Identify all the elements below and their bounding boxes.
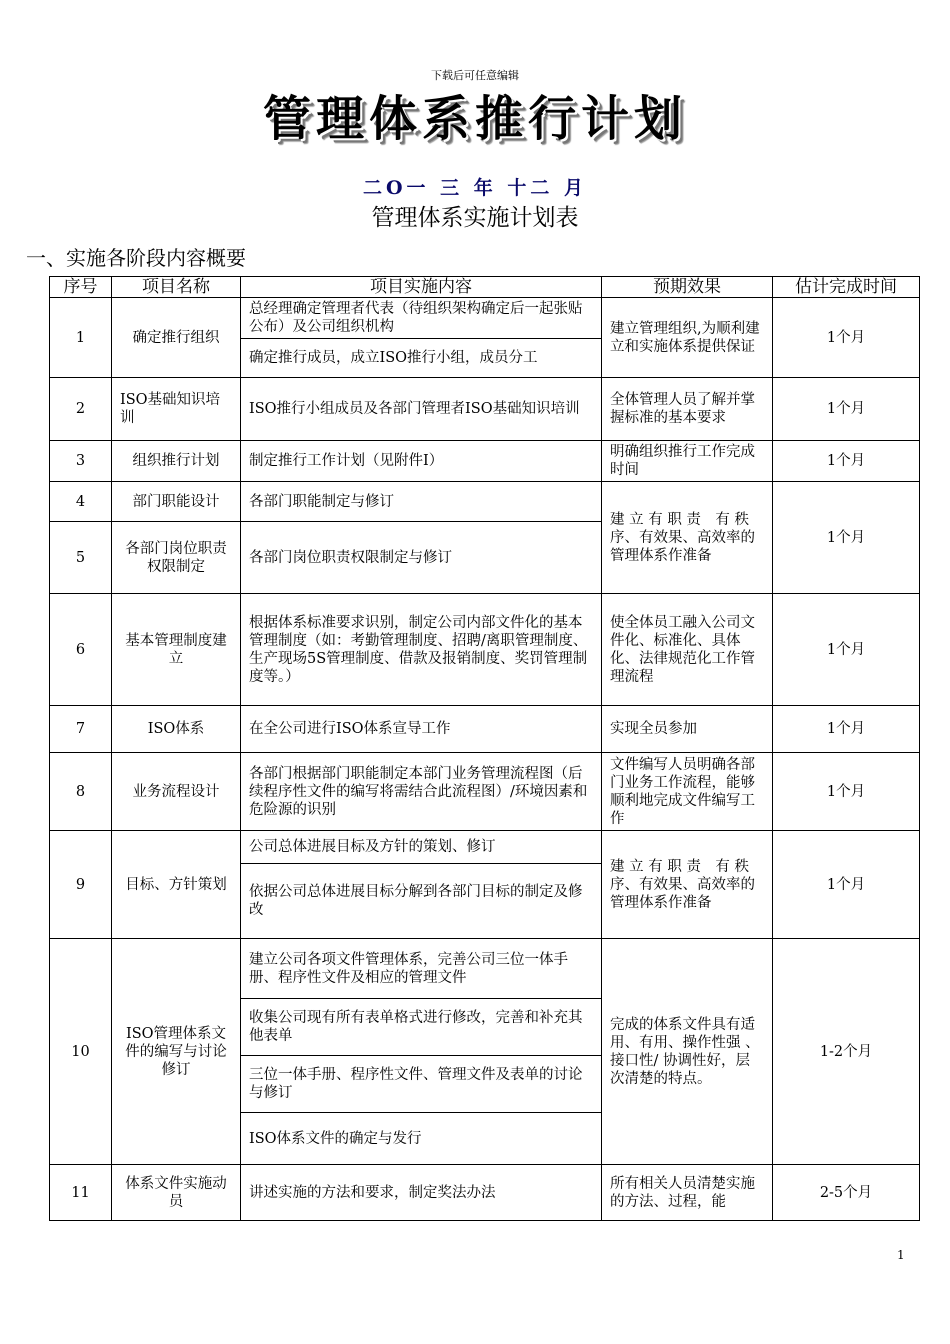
row-number: 10 xyxy=(50,939,112,1165)
column-header: 估计完成时间 xyxy=(773,277,920,298)
expected-effect: 实现全员参加 xyxy=(602,706,773,753)
item-name: 组织推行计划 xyxy=(112,441,241,482)
item-name: 确定推行组织 xyxy=(112,298,241,378)
row-number: 5 xyxy=(50,522,112,594)
estimated-time: 1个月 xyxy=(773,298,920,378)
expected-effect: 建 立 有 职 责 有 秩序、有效果、高效率的管理体系作准备 xyxy=(602,482,773,594)
column-header: 项目实施内容 xyxy=(241,277,602,298)
item-content: 制定推行工作计划（见附件Ⅰ） xyxy=(241,441,602,482)
expected-effect: 建立管理组织,为顺利建立和实施体系提供保证 xyxy=(602,298,773,378)
table-row xyxy=(50,594,920,706)
estimated-time: 1个月 xyxy=(773,378,920,441)
estimated-time: 1个月 xyxy=(773,594,920,706)
table-row xyxy=(50,831,920,864)
estimated-time: 1-2个月 xyxy=(773,939,920,1165)
item-name: 基本管理制度建立 xyxy=(112,594,241,706)
table-header-row xyxy=(50,277,920,298)
estimated-time: 1个月 xyxy=(773,482,920,594)
table-row xyxy=(50,378,920,441)
item-content: 建立公司各项文件管理体系，完善公司三位一体手册、程序性文件及相应的管理文件 xyxy=(241,939,602,999)
item-content: ISO体系文件的确定与发行 xyxy=(241,1113,602,1165)
item-name: 体系文件实施动员 xyxy=(112,1165,241,1221)
row-number: 2 xyxy=(50,378,112,441)
table-row xyxy=(50,441,920,482)
table-row xyxy=(50,753,920,831)
item-name: 业务流程设计 xyxy=(112,753,241,831)
column-header: 项目名称 xyxy=(112,277,241,298)
item-content: 讲述实施的方法和要求，制定奖法办法 xyxy=(241,1165,602,1221)
item-content: 根据体系标准要求识别，制定公司内部文件化的基本管理制度（如：考勤管理制度、招聘/离职管理制度、生产现场5S管理制度、借款及报销制度、奖罚管理制度等。） xyxy=(241,594,602,706)
download-note: 下载后可任意编辑 xyxy=(431,69,519,82)
item-name: ISO管理体系文件的编写与讨论修订 xyxy=(112,939,241,1165)
expected-effect: 完成的体系文件具有适用、有用、操作性强 、接口性/ 协调性好，层次清楚的特点。 xyxy=(602,939,773,1165)
row-number: 8 xyxy=(50,753,112,831)
item-content: 各部门岗位职责权限制定与修订 xyxy=(241,522,602,594)
row-number: 1 xyxy=(50,298,112,378)
expected-effect: 使全体员工融入公司文件化、标准化、具体化、法律规范化工作管理流程 xyxy=(602,594,773,706)
item-content: ISO推行小组成员及各部门管理者ISO基础知识培训 xyxy=(241,378,602,441)
item-content: 公司总体进展目标及方针的策划、修订 xyxy=(241,831,602,864)
document-title: 管理体系推行计划 xyxy=(262,91,687,147)
estimated-time: 1个月 xyxy=(773,831,920,939)
estimated-time: 1个月 xyxy=(773,706,920,753)
estimated-time: 1个月 xyxy=(773,441,920,482)
plan-table xyxy=(49,276,920,1221)
row-number: 3 xyxy=(50,441,112,482)
table-row xyxy=(50,939,920,999)
document-date: 二O一 三 年 十二 月 xyxy=(362,177,587,199)
table-row xyxy=(50,482,920,522)
item-name: 各部门岗位职责权限制定 xyxy=(112,522,241,594)
expected-effect: 建 立 有 职 责 有 秩序、有效果、高效率的管理体系作准备 xyxy=(602,831,773,939)
item-content: 确定推行成员，成立ISO推行小组，成员分工 xyxy=(241,339,602,378)
item-content: 收集公司现有所有表单格式进行修改，完善和补充其他表单 xyxy=(241,999,602,1056)
row-number: 4 xyxy=(50,482,112,522)
expected-effect: 明确组织推行工作完成时间 xyxy=(602,441,773,482)
section-heading: 一、实施各阶段内容概要 xyxy=(26,246,246,270)
expected-effect: 所有相关人员清楚实施的方法、过程，能 xyxy=(602,1165,773,1221)
row-number: 6 xyxy=(50,594,112,706)
column-header: 序号 xyxy=(50,277,112,298)
item-name: ISO基础知识培训 xyxy=(112,378,241,441)
item-content: 总经理确定管理者代表（待组织架构确定后一起张贴公布）及公司组织机构 xyxy=(241,298,602,339)
expected-effect: 文件编写人员明确各部门业务工作流程，能够顺利地完成文件编写工作 xyxy=(602,753,773,831)
item-name: 目标、方针策划 xyxy=(112,831,241,939)
table-row xyxy=(50,706,920,753)
item-name: ISO体系 xyxy=(112,706,241,753)
item-content: 各部门职能制定与修订 xyxy=(241,482,602,522)
estimated-time: 1个月 xyxy=(773,753,920,831)
item-content: 在全公司进行ISO体系宣导工作 xyxy=(241,706,602,753)
item-content: 三位一体手册、程序性文件、管理文件及表单的讨论与修订 xyxy=(241,1056,602,1113)
item-content: 依据公司总体进展目标分解到各部门目标的制定及修改 xyxy=(241,864,602,939)
column-header: 预期效果 xyxy=(602,277,773,298)
table-row xyxy=(50,1165,920,1221)
page-number: 1 xyxy=(897,1248,905,1262)
row-number: 9 xyxy=(50,831,112,939)
row-number: 7 xyxy=(50,706,112,753)
document-subtitle: 管理体系实施计划表 xyxy=(371,205,579,231)
table-row xyxy=(50,298,920,339)
item-name: 部门职能设计 xyxy=(112,482,241,522)
row-number: 11 xyxy=(50,1165,112,1221)
expected-effect: 全体管理人员了解并掌握标准的基本要求 xyxy=(602,378,773,441)
estimated-time: 2-5个月 xyxy=(773,1165,920,1221)
item-content: 各部门根据部门职能制定本部门业务管理流程图（后续程序性文件的编写将需结合此流程图）/环境因素和危险源的识别 xyxy=(241,753,602,831)
